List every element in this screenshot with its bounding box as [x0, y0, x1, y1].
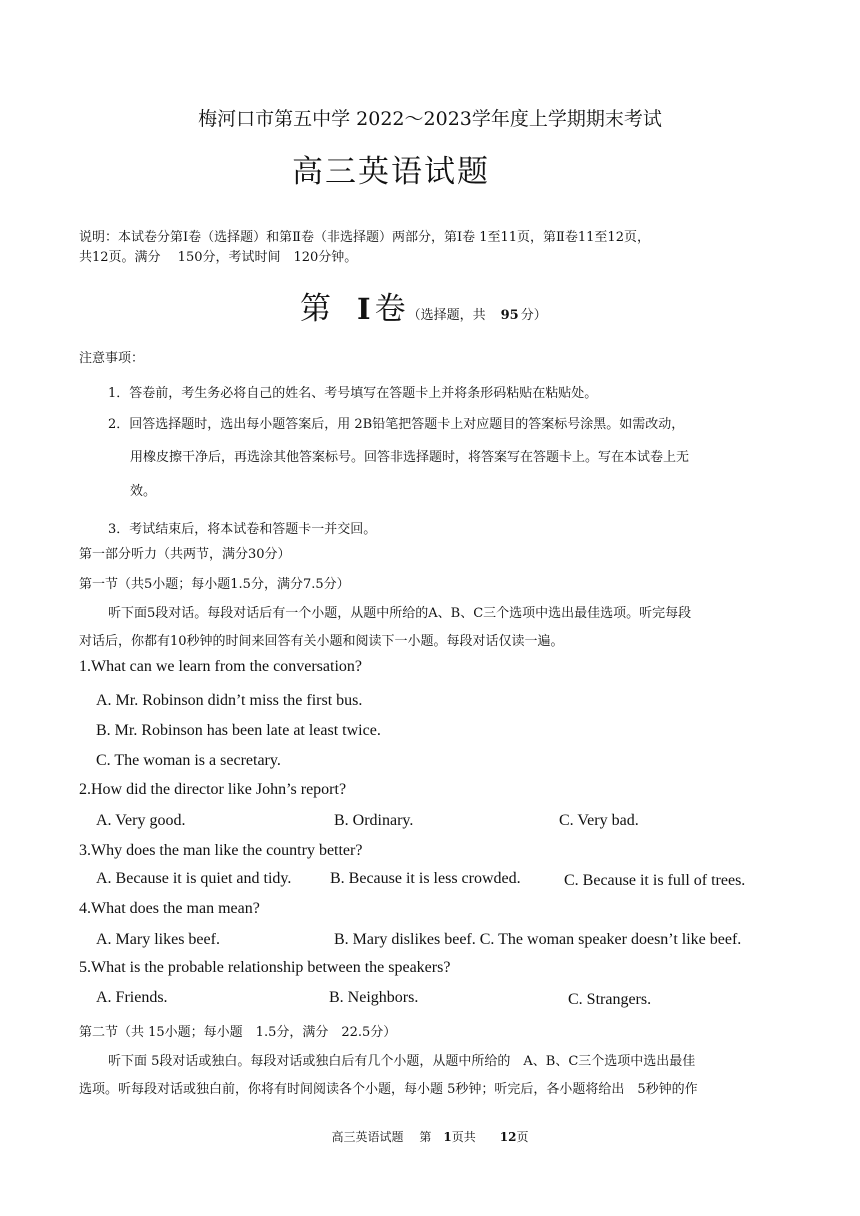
volume-score: 95 — [500, 308, 519, 323]
notice-item-3: 3．考试结束后，将本试卷和答题卡一并交回。 — [108, 522, 377, 537]
q4-option-bc: B. Mary dislikes beef. C. The woman speaker doesn’t like beef. — [334, 931, 742, 948]
volume-juan: 卷 — [374, 291, 406, 327]
q1-option-b: B. Mr. Robinson has been late at least twice. — [96, 722, 381, 739]
q1-option-a: A. Mr. Robinson didn’t miss the first bus. — [96, 692, 363, 709]
q3-option-b: B. Because it is less crowded. — [330, 870, 521, 887]
question-5: 5.What is the probable relationship between the speakers? — [79, 959, 451, 976]
instructions-line-1: 说明：本试卷分第Ⅰ卷（选择题）和第Ⅱ卷（非选择题）两部分，第Ⅰ卷 1至11页，第Ⅱ卷11至12页， — [79, 230, 650, 245]
instructions-line-2: 共12页。满分 150分，考试时间 120分钟。 — [79, 250, 358, 265]
part1-heading: 第一部分听力（共两节，满分30分） — [79, 547, 291, 562]
q5-option-b: B. Neighbors. — [329, 989, 419, 1006]
volume-heading — [300, 283, 547, 328]
notice-heading: 注意事项： — [79, 351, 145, 366]
volume-note-b: 分） — [520, 308, 547, 323]
question-1: 1.What can we learn from the conversation? — [79, 658, 362, 675]
section2-heading: 第二节（共 15小题；每小题 1.5分，满分 22.5分） — [79, 1025, 397, 1040]
question-4: 4.What does the man mean? — [79, 900, 260, 917]
volume-note-a: （选择题，共 — [407, 308, 499, 323]
notice-item-2b: 用橡皮擦干净后，再选涂其他答案标号。回答非选择题时，将答案写在答题卡上。写在本试卷上无 — [130, 450, 690, 465]
footer-total-pages: 12 — [499, 1130, 517, 1144]
q4-option-a: A. Mary likes beef. — [96, 931, 220, 948]
question-2: 2.How did the director like John’s report? — [79, 781, 347, 798]
q2-option-c: C. Very bad. — [559, 812, 639, 829]
footer-page-number: 1 — [443, 1130, 452, 1144]
q5-option-a: A. Friends. — [96, 989, 168, 1006]
q5-option-c: C. Strangers. — [568, 991, 652, 1008]
school-exam-header: 梅河口市第五中学 2022～2023学年度上学期期末考试 — [198, 108, 662, 130]
footer-text-b: 页共 — [451, 1130, 500, 1144]
notice-item-2a: 2．回答选择题时，选出每小题答案后，用 2B铅笔把答题卡上对应题目的答案标号涂黑。如需改动， — [108, 417, 685, 432]
footer-text-c: 页 — [516, 1130, 529, 1144]
q2-option-a: A. Very good. — [96, 812, 186, 829]
section2-intro-b: 选项。听每段对话或独白前，你将有时间阅读各个小题，每小题 5秒钟；听完后，各小题将给出 5秒钟的作 — [79, 1082, 698, 1097]
section2-intro-a: 听下面 5段对话或独白。每段对话或独白后有几个小题，从题中所给的 A、B、C三个选项中选出最佳 — [108, 1054, 696, 1069]
footer-text-a: 高三英语试题 第 — [331, 1130, 444, 1144]
section1-heading: 第一节（共5小题；每小题1.5分，满分7.5分） — [79, 577, 350, 592]
notice-item-2c: 效。 — [130, 484, 157, 499]
volume-di: 第 — [300, 291, 331, 327]
volume-roman: I — [357, 292, 371, 326]
page-title: 高三英语试题 — [292, 154, 490, 190]
q1-option-c: C. The woman is a secretary. — [96, 752, 281, 769]
q2-option-b: B. Ordinary. — [334, 812, 414, 829]
section1-intro-a: 听下面5段对话。每段对话后有一个小题，从题中所给的A、B、C三个选项中选出最佳选项。听完每段 — [108, 606, 692, 621]
notice-item-1: 1．答卷前，考生务必将自己的姓名、考号填写在答题卡上并将条形码粘贴在粘贴处。 — [108, 386, 598, 401]
page-footer — [0, 1128, 860, 1145]
question-3: 3.Why does the man like the country better? — [79, 842, 363, 859]
q3-option-c: C. Because it is full of trees. — [564, 872, 746, 889]
q3-option-a: A. Because it is quiet and tidy. — [96, 870, 292, 887]
section1-intro-b: 对话后，你都有10秒钟的时间来回答有关小题和阅读下一小题。每段对话仅读一遍。 — [79, 634, 564, 649]
